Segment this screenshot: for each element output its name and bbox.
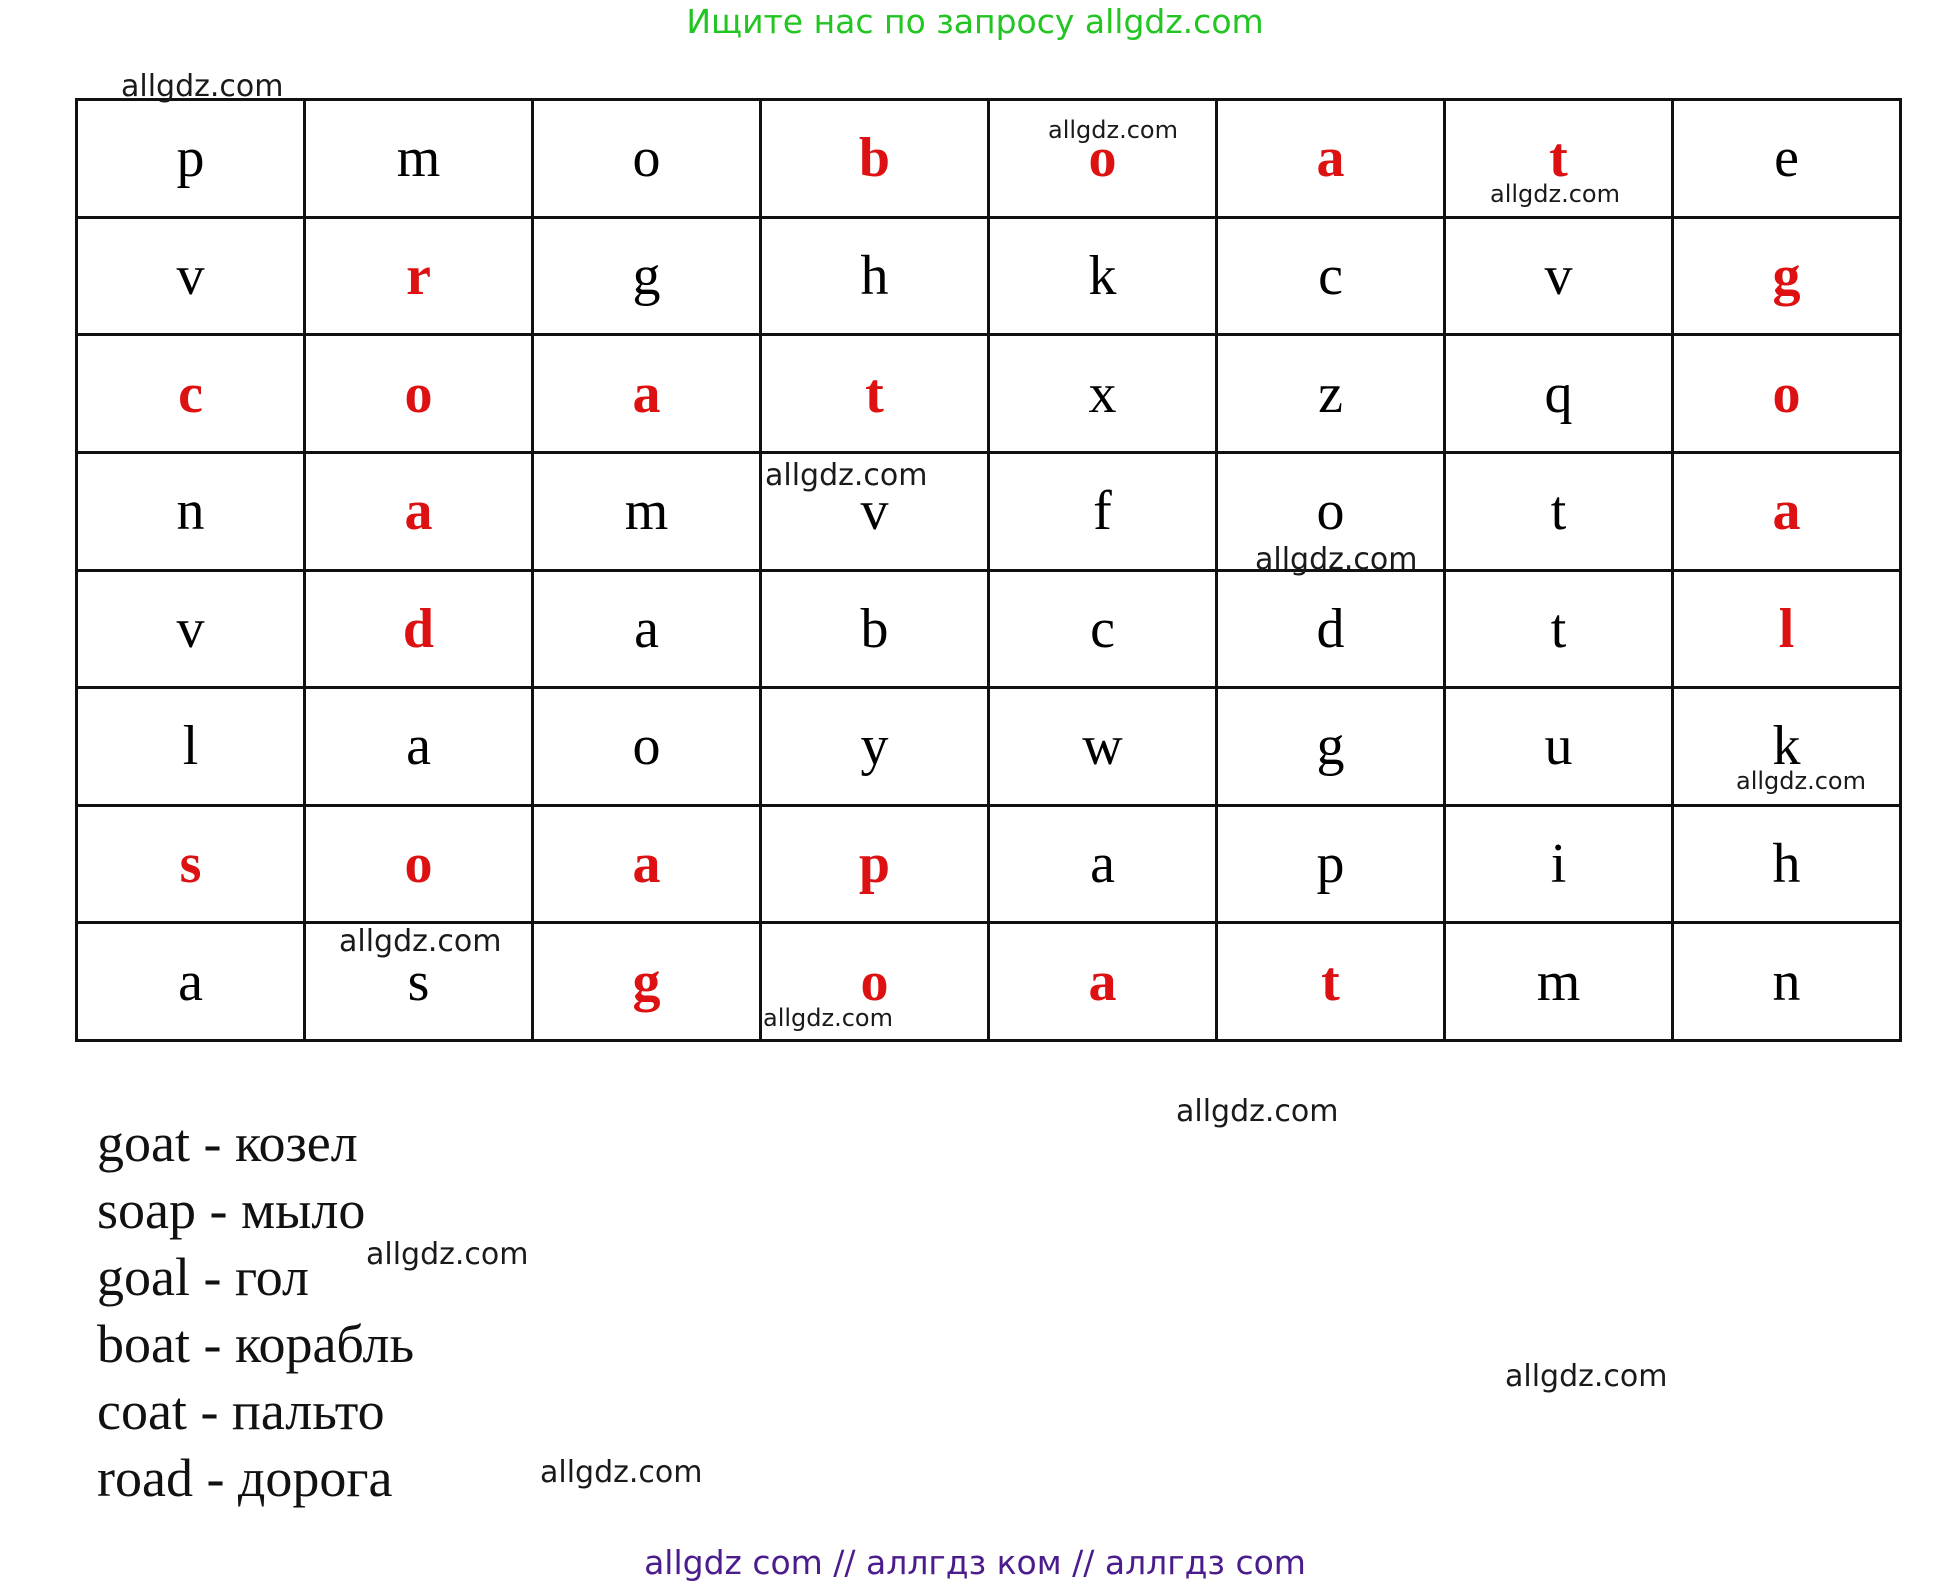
watermark: allgdz.com xyxy=(1048,116,1178,144)
grid-cell: v xyxy=(1445,217,1673,335)
grid-cell-highlighted: o xyxy=(761,923,989,1041)
grid-cell: l xyxy=(77,688,305,806)
grid-cell-highlighted: t xyxy=(1217,923,1445,1041)
grid-cell: p xyxy=(1217,805,1445,923)
grid-cell-highlighted: p xyxy=(761,805,989,923)
grid-cell: t xyxy=(1445,452,1673,570)
watermark: allgdz.com xyxy=(339,924,502,959)
grid-cell: s xyxy=(305,923,533,1041)
grid-row xyxy=(77,335,1901,453)
grid-cell: a xyxy=(305,688,533,806)
grid-cell: n xyxy=(77,452,305,570)
grid-cell: b xyxy=(761,570,989,688)
grid-cell: q xyxy=(1445,335,1673,453)
grid-cell: h xyxy=(1673,805,1901,923)
watermark: allgdz.com xyxy=(1490,180,1620,208)
grid-cell: k xyxy=(1673,688,1901,806)
grid-cell: p xyxy=(77,100,305,218)
grid-cell: n xyxy=(1673,923,1901,1041)
grid-cell: w xyxy=(989,688,1217,806)
grid-cell: v xyxy=(77,217,305,335)
grid-row xyxy=(77,570,1901,688)
word-list-item: boat - корабль xyxy=(97,1314,415,1374)
footer-promo: allgdz com // аллгдз ком // аллгдз com xyxy=(644,1543,1306,1582)
grid-cell: a xyxy=(533,570,761,688)
watermark: allgdz.com xyxy=(1176,1094,1339,1129)
grid-cell-highlighted: a xyxy=(305,452,533,570)
watermark: allgdz.com xyxy=(540,1455,703,1490)
grid-cell-highlighted: d xyxy=(305,570,533,688)
grid-cell: o xyxy=(533,100,761,218)
grid-cell: a xyxy=(989,805,1217,923)
grid-cell: i xyxy=(1445,805,1673,923)
grid-cell-highlighted: o xyxy=(305,335,533,453)
grid-cell-highlighted: a xyxy=(989,923,1217,1041)
grid-cell: e xyxy=(1673,100,1901,218)
grid-cell: m xyxy=(305,100,533,218)
grid-cell-highlighted: t xyxy=(1445,100,1673,218)
grid-cell: d xyxy=(1217,570,1445,688)
grid-cell-highlighted: r xyxy=(305,217,533,335)
grid-cell: f xyxy=(989,452,1217,570)
grid-cell: m xyxy=(533,452,761,570)
grid-cell: a xyxy=(77,923,305,1041)
grid-row xyxy=(77,100,1901,218)
watermark: allgdz.com xyxy=(366,1237,529,1272)
grid-cell-highlighted: b xyxy=(761,100,989,218)
word-list-item: soap - мыло xyxy=(97,1180,366,1240)
grid-cell: c xyxy=(1217,217,1445,335)
word-list-item: goat - козел xyxy=(97,1113,358,1173)
grid-cell-highlighted: g xyxy=(1673,217,1901,335)
watermark: allgdz.com xyxy=(1505,1359,1668,1394)
grid-cell: x xyxy=(989,335,1217,453)
grid-cell: g xyxy=(533,217,761,335)
grid-cell: h xyxy=(761,217,989,335)
word-list-item: goal - гол xyxy=(97,1247,309,1307)
word-list-item: coat - пальто xyxy=(97,1381,385,1441)
word-search-grid xyxy=(75,98,1902,1042)
grid-cell: k xyxy=(989,217,1217,335)
grid-cell-highlighted: o xyxy=(1673,335,1901,453)
grid-cell-highlighted: t xyxy=(761,335,989,453)
grid-row xyxy=(77,217,1901,335)
grid-cell: m xyxy=(1445,923,1673,1041)
watermark: allgdz.com xyxy=(765,458,928,493)
watermark: allgdz.com xyxy=(1255,542,1418,577)
grid-cell: c xyxy=(989,570,1217,688)
grid-cell-highlighted: o xyxy=(305,805,533,923)
grid-cell-highlighted: a xyxy=(533,805,761,923)
grid-cell-highlighted: g xyxy=(533,923,761,1041)
grid-cell: o xyxy=(533,688,761,806)
grid-cell-highlighted: o xyxy=(989,100,1217,218)
grid-cell: y xyxy=(761,688,989,806)
grid-cell-highlighted: a xyxy=(1217,100,1445,218)
grid-cell: v xyxy=(77,570,305,688)
watermark: allgdz.com xyxy=(763,1004,893,1032)
grid-cell: u xyxy=(1445,688,1673,806)
word-list xyxy=(97,1110,414,1512)
grid-cell-highlighted: l xyxy=(1673,570,1901,688)
grid-row xyxy=(77,805,1901,923)
grid-cell-highlighted: s xyxy=(77,805,305,923)
watermark: allgdz.com xyxy=(1736,767,1866,795)
grid-row xyxy=(77,688,1901,806)
grid-row xyxy=(77,452,1901,570)
header-promo: Ищите нас по запросу allgdz.com xyxy=(686,2,1264,41)
watermark: allgdz.com xyxy=(121,69,284,104)
grid-cell-highlighted: a xyxy=(1673,452,1901,570)
grid-cell: t xyxy=(1445,570,1673,688)
grid-cell: o xyxy=(1217,452,1445,570)
grid-cell-highlighted: c xyxy=(77,335,305,453)
word-list-item: road - дорога xyxy=(97,1448,393,1508)
grid-cell: z xyxy=(1217,335,1445,453)
grid-cell: v xyxy=(761,452,989,570)
grid-cell: g xyxy=(1217,688,1445,806)
grid-cell-highlighted: a xyxy=(533,335,761,453)
